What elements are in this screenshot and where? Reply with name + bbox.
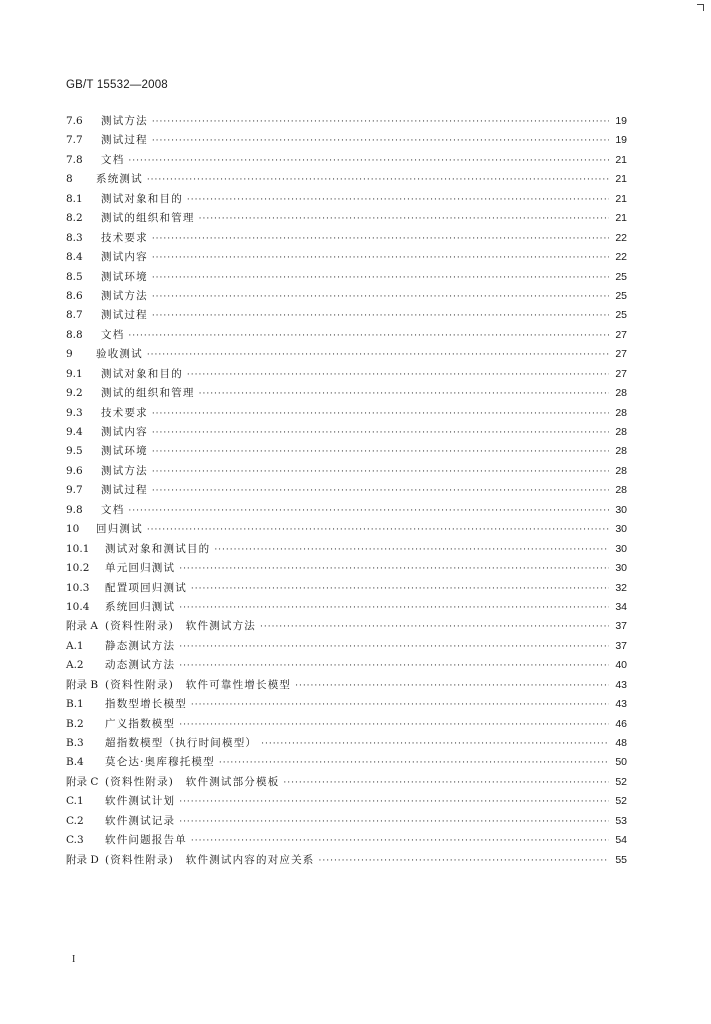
toc-entry-number: 10.3 (66, 581, 90, 594)
toc-entry[interactable] (66, 385, 627, 404)
toc-entry-title: 动态测试方法 (105, 659, 176, 672)
toc-entry[interactable] (66, 832, 627, 851)
toc-entry-number: 8.6 (66, 289, 83, 302)
toc-entry[interactable] (66, 502, 627, 521)
toc-entry-number: 9 (66, 348, 73, 361)
toc-entry-title: 配置项回归测试 (105, 581, 187, 594)
toc-entry-page: 21 (615, 192, 627, 205)
toc-entry[interactable] (66, 793, 627, 812)
toc-entry-title: (资料性附录) 软件测试内容的对应关系 (105, 853, 315, 866)
toc-entry-number: 9.6 (66, 464, 83, 477)
toc-leader-dots (152, 136, 609, 146)
toc-entry-page: 37 (615, 620, 627, 633)
toc-entry[interactable] (66, 716, 627, 735)
toc-entry-page: 25 (615, 309, 627, 322)
toc-entry-title: 测试环境 (101, 270, 148, 283)
toc-entry-page: 34 (615, 600, 627, 613)
toc-entry-title: (资料性附录) 软件可靠性增长模型 (105, 678, 292, 691)
toc-entry-title: 软件测试记录 (105, 814, 176, 827)
toc-entry-number: 8.2 (66, 212, 83, 225)
toc-entry[interactable] (66, 327, 627, 346)
toc-entry[interactable] (66, 774, 627, 793)
toc-entry-title: 测试方法 (101, 289, 148, 302)
toc-entry-title: 静态测试方法 (105, 639, 176, 652)
toc-entry-number: C.3 (66, 834, 84, 847)
toc-entry-page: 30 (615, 523, 627, 536)
toc-entry[interactable] (66, 249, 627, 268)
toc-entry-page: 50 (615, 756, 627, 769)
toc-leader-dots (214, 545, 609, 555)
toc-leader-dots (199, 214, 609, 224)
toc-entry-title: 软件测试计划 (105, 795, 176, 808)
toc-entry-number: 8.1 (66, 192, 83, 205)
toc-entry[interactable] (66, 152, 627, 171)
toc-entry-page: 52 (615, 795, 627, 808)
toc-entry-page: 22 (615, 251, 627, 264)
toc-entry[interactable] (66, 677, 627, 696)
toc-entry[interactable] (66, 852, 627, 871)
toc-entry-title: 测试过程 (101, 309, 148, 322)
toc-entry[interactable] (66, 288, 627, 307)
toc-entry[interactable] (66, 580, 627, 599)
toc-entry-page: 25 (615, 270, 627, 283)
toc-entry[interactable] (66, 696, 627, 715)
toc-entry-number: C.2 (66, 814, 84, 827)
toc-entry-page: 25 (615, 289, 627, 302)
toc-entry[interactable] (66, 191, 627, 210)
toc-leader-dots (199, 389, 609, 399)
toc-entry-number: 8.4 (66, 251, 83, 264)
toc-entry-number: B.4 (66, 756, 84, 769)
toc-entry-title: 广义指数模型 (105, 717, 176, 730)
toc-entry-number: 8.7 (66, 309, 83, 322)
toc-leader-dots (191, 700, 609, 710)
toc-leader-dots (187, 195, 609, 205)
toc-entry-number: 7.6 (66, 115, 83, 127)
toc-leader-dots (128, 331, 609, 341)
toc-entry-number: C.1 (66, 795, 84, 808)
toc-entry[interactable] (66, 735, 627, 754)
toc-entry-page: 28 (615, 387, 627, 400)
toc-leader-dots (152, 117, 609, 127)
toc-entry-page: 22 (615, 231, 627, 244)
toc-entry[interactable] (66, 521, 627, 540)
toc-entry-title: 技术要求 (101, 406, 148, 419)
toc-entry-title: 指数型增长模型 (105, 698, 187, 711)
toc-leader-dots (152, 486, 609, 496)
toc-entry-title: 软件问题报告单 (105, 834, 187, 847)
toc-leader-dots (219, 758, 609, 768)
toc-leader-dots (147, 525, 609, 535)
toc-entry-page: 30 (615, 542, 627, 555)
toc-entry-number: 10 (66, 523, 80, 536)
toc-entry-page: 28 (615, 464, 627, 477)
toc-entry-title: 测试过程 (101, 134, 148, 147)
toc-entry-page: 37 (615, 639, 627, 652)
toc-entry-number: 9.2 (66, 387, 83, 400)
toc-entry-title: 测试对象和目的 (101, 192, 183, 205)
toc-leader-dots (147, 350, 609, 360)
toc-leader-dots (179, 564, 609, 574)
toc-entry-title: 文档 (101, 328, 125, 341)
toc-entry-number: B.3 (66, 737, 84, 749)
toc-entry-page: 43 (615, 698, 627, 711)
toc-leader-dots (128, 156, 609, 166)
toc-entry-number: B.1 (66, 698, 84, 711)
toc-entry-page: 27 (615, 348, 627, 361)
toc-entry-page: 28 (615, 406, 627, 419)
toc-entry-title: 测试的组织和管理 (101, 387, 195, 400)
table-of-contents (66, 113, 627, 871)
toc-leader-dots (152, 311, 609, 321)
toc-entry[interactable] (66, 230, 627, 249)
standard-code-header: GB/T 15532—2008 (66, 79, 168, 91)
toc-entry-title: 测试过程 (101, 484, 148, 497)
toc-entry-page: 27 (615, 328, 627, 341)
toc-entry-title: 回归测试 (96, 523, 143, 536)
toc-leader-dots (152, 234, 609, 244)
toc-entry-title: 测试方法 (101, 115, 148, 127)
toc-leader-dots (152, 467, 609, 477)
toc-entry-number: 9.5 (66, 445, 83, 458)
toc-entry-number: 9.1 (66, 367, 83, 380)
toc-leader-dots (152, 447, 609, 457)
toc-entry-title: 文档 (101, 153, 125, 166)
toc-entry[interactable] (66, 618, 627, 637)
toc-entry-number: 10.2 (66, 562, 90, 575)
toc-entry-title: 测试内容 (101, 426, 148, 438)
toc-entry-number: 8 (66, 173, 73, 186)
toc-leader-dots (295, 681, 609, 691)
toc-leader-dots (179, 720, 609, 730)
toc-leader-dots (179, 661, 609, 671)
toc-leader-dots (261, 739, 609, 749)
toc-entry[interactable] (66, 366, 627, 385)
toc-leader-dots (179, 603, 609, 613)
toc-entry-number: A.2 (66, 659, 84, 672)
toc-entry-title: 测试内容 (101, 251, 148, 264)
toc-entry-title: (资料性附录) 软件测试方法 (105, 620, 256, 633)
corner-crop-mark (697, 4, 704, 11)
toc-entry-page: 27 (615, 367, 627, 380)
toc-entry-number: 10.4 (66, 600, 90, 613)
toc-leader-dots (128, 506, 609, 516)
toc-entry-number: 8.3 (66, 231, 83, 244)
toc-entry-title: 超指数模型（执行时间模型） (105, 737, 258, 749)
toc-entry-title: 测试对象和测试目的 (105, 542, 211, 555)
toc-entry-number: 10.1 (66, 542, 90, 555)
toc-entry-title: 系统回归测试 (105, 600, 176, 613)
toc-entry-page: 55 (615, 853, 627, 866)
toc-entry-page: 28 (615, 426, 627, 438)
toc-entry[interactable] (66, 599, 627, 618)
toc-entry-number: B.2 (66, 717, 84, 730)
toc-entry[interactable] (66, 463, 627, 482)
toc-leader-dots (191, 836, 609, 846)
toc-leader-dots (179, 642, 609, 652)
page-number: I (72, 954, 76, 965)
toc-entry[interactable] (66, 482, 627, 501)
toc-leader-dots (152, 273, 609, 283)
toc-entry[interactable] (66, 405, 627, 424)
toc-entry[interactable] (66, 560, 627, 579)
toc-leader-dots (147, 175, 609, 185)
toc-entry-number: 7.7 (66, 134, 83, 147)
toc-leader-dots (179, 817, 609, 827)
toc-entry[interactable] (66, 269, 627, 288)
toc-entry[interactable] (66, 132, 627, 151)
toc-entry-number: 9.8 (66, 503, 83, 516)
toc-entry-page: 32 (615, 581, 627, 594)
toc-leader-dots (152, 428, 609, 438)
toc-entry-page: 48 (615, 737, 627, 749)
toc-entry-page: 54 (615, 834, 627, 847)
toc-entry-title: 测试方法 (101, 464, 148, 477)
toc-entry[interactable] (66, 210, 627, 229)
toc-entry-number: 附录 D (66, 853, 99, 866)
toc-entry-number: 9.3 (66, 406, 83, 419)
toc-entry[interactable] (66, 171, 627, 190)
toc-leader-dots (283, 778, 609, 788)
toc-leader-dots (191, 584, 609, 594)
toc-entry-page: 53 (615, 814, 627, 827)
toc-entry-title: 测试环境 (101, 445, 148, 458)
toc-entry[interactable] (66, 307, 627, 326)
toc-entry-number: 9.4 (66, 426, 83, 438)
toc-entry-title: 测试对象和目的 (101, 367, 183, 380)
toc-entry-number: 8.8 (66, 328, 83, 341)
toc-leader-dots (187, 370, 609, 380)
toc-entry-title: 测试的组织和管理 (101, 212, 195, 225)
toc-entry[interactable] (66, 113, 627, 132)
toc-entry-page: 28 (615, 484, 627, 497)
toc-entry-page: 19 (615, 115, 627, 127)
toc-leader-dots (260, 622, 609, 632)
toc-entry-number: 9.7 (66, 484, 83, 497)
toc-entry[interactable] (66, 346, 627, 365)
toc-entry-page: 21 (615, 153, 627, 166)
toc-entry-page: 40 (615, 659, 627, 672)
toc-leader-dots (319, 856, 610, 866)
toc-entry-page: 28 (615, 445, 627, 458)
toc-entry[interactable] (66, 657, 627, 676)
toc-entry-number: 附录 B (66, 678, 99, 691)
toc-entry-title: 技术要求 (101, 231, 148, 244)
toc-entry-title: 文档 (101, 503, 125, 516)
toc-entry-title: 单元回归测试 (105, 562, 176, 575)
toc-entry[interactable] (66, 754, 627, 773)
toc-entry-page: 52 (615, 775, 627, 788)
toc-leader-dots (152, 253, 609, 263)
toc-entry-title: 验收测试 (96, 348, 143, 361)
toc-entry-title: 莫仑达·奥库穆托模型 (105, 756, 215, 769)
toc-entry-number: 7.8 (66, 153, 83, 166)
toc-entry-number: A.1 (66, 639, 84, 652)
toc-leader-dots (179, 797, 609, 807)
toc-entry-page: 19 (615, 134, 627, 147)
toc-entry-number: 8.5 (66, 270, 83, 283)
toc-entry-page: 43 (615, 678, 627, 691)
toc-entry-title: 系统测试 (96, 173, 143, 186)
toc-leader-dots (152, 292, 609, 302)
toc-entry-page: 21 (615, 212, 627, 225)
toc-entry-page: 46 (615, 717, 627, 730)
toc-entry[interactable] (66, 813, 627, 832)
toc-entry-number: 附录 C (66, 775, 99, 788)
toc-entry-page: 21 (615, 173, 627, 186)
toc-entry[interactable] (66, 541, 627, 560)
toc-entry-title: (资料性附录) 软件测试部分模板 (105, 775, 280, 788)
toc-entry-page: 30 (615, 562, 627, 575)
toc-leader-dots (152, 409, 609, 419)
toc-entry-page: 30 (615, 503, 627, 516)
toc-entry[interactable] (66, 424, 627, 443)
toc-entry[interactable] (66, 443, 627, 462)
toc-entry-number: 附录 A (66, 620, 98, 633)
toc-entry[interactable] (66, 638, 627, 657)
